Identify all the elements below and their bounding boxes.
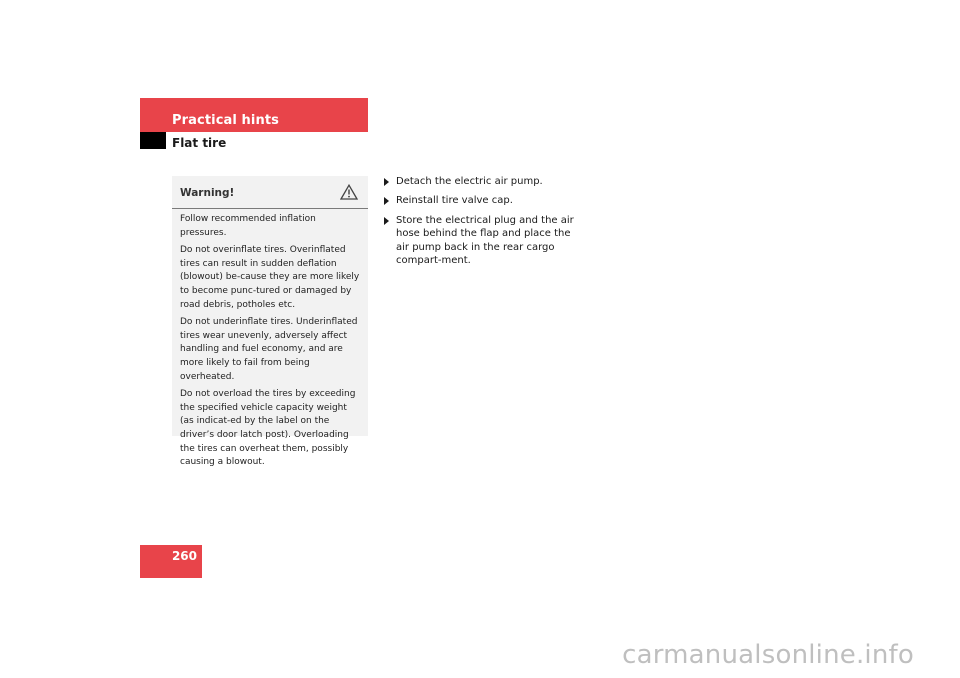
watermark: carmanualsonline.info	[622, 640, 914, 670]
instruction-steps	[384, 175, 584, 273]
section-marker	[140, 132, 166, 149]
page-number-box	[140, 545, 202, 578]
step-text: Reinstall tire valve cap.	[396, 195, 513, 207]
bullet-arrow-icon	[384, 178, 389, 186]
section-title: Practical hints	[172, 113, 279, 128]
step-text: Store the electrical plug and the air hose behind the flap and place the air pump back in the rear cargo compart-ment.	[396, 214, 574, 267]
step-item	[384, 214, 584, 268]
warning-box	[172, 176, 368, 468]
warning-paragraph: Do not overload the tires by exceeding the specified vehicle capacity weight (as indicat-ed by the label on the driver’s door latch post). Overloading the tires can overheat them, possibly causing a blowout.	[180, 389, 356, 468]
bullet-arrow-icon	[384, 217, 389, 225]
warning-triangle-icon	[340, 184, 358, 204]
subsection-title: Flat tire	[172, 136, 227, 150]
step-item	[384, 194, 584, 207]
warning-paragraph: Follow recommended inflation pressures.	[180, 214, 316, 238]
step-text: Detach the electric air pump.	[396, 176, 543, 187]
step-item	[384, 175, 584, 188]
page-number: 260	[171, 549, 197, 563]
bullet-arrow-icon	[384, 197, 389, 205]
warning-header	[172, 176, 368, 209]
warning-paragraph: Do not overinflate tires. Overinflated tires can result in sudden deflation (blowout) be-cause they are more likely to become punc-tured or damaged by road debris, potholes etc.	[180, 245, 360, 310]
warning-body	[172, 209, 368, 470]
warning-paragraph: Do not underinflate tires. Underinflated tires wear unevenly, adversely affect handling and fuel economy, and are more likely to fail from being overheated.	[180, 317, 358, 382]
warning-label: Warning!	[180, 187, 235, 199]
